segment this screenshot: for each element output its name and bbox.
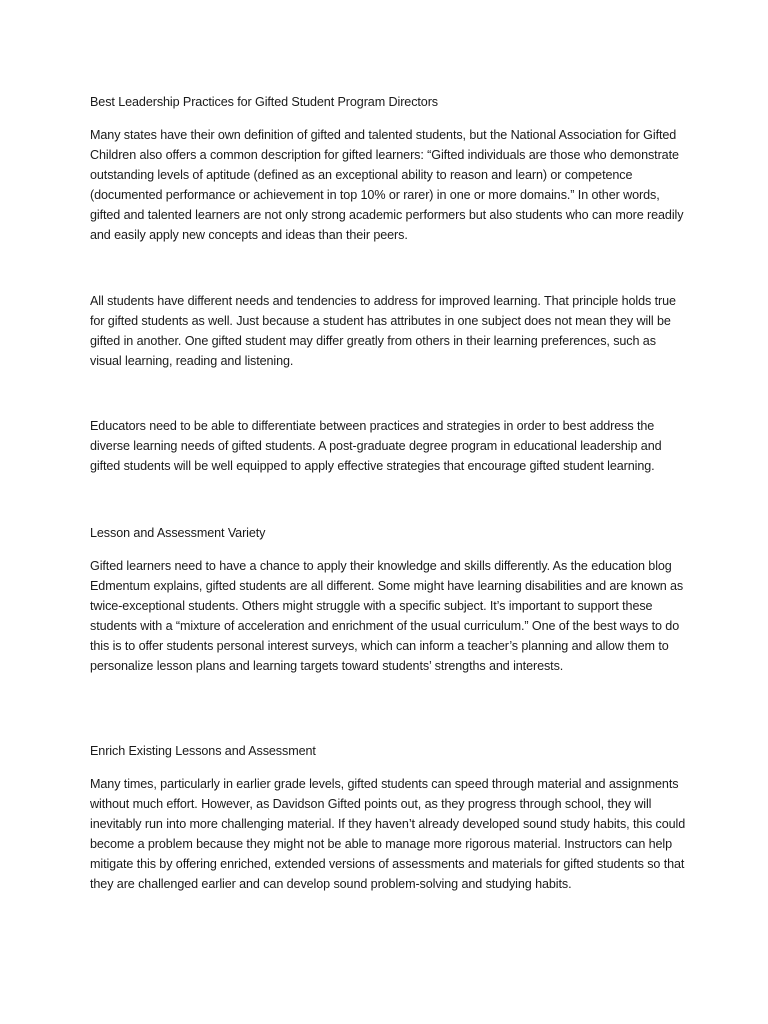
intro-paragraph-2: All students have different needs and tendencies to address for improved learning. That principle holds true for gifted students as well. Just because a student has attributes in one subject does not mean they will be gifted in another. One gifted student may differ greatly from others in their learning preferences, such as visual learning, reading and listening. <box>90 294 676 368</box>
document-title: Best Leadership Practices for Gifted Student Program Directors <box>90 95 438 109</box>
section-heading-lesson-variety: Lesson and Assessment Variety <box>90 526 266 540</box>
enrich-lessons-paragraph: Many times, particularly in earlier grade levels, gifted students can speed through material and assignments without much effort. However, as Davidson Gifted points out, as they progress through school, they will inevitably run into more challenging material. If they haven’t already developed sound study habits, this could become a problem because they might not be able to manage more rigorous material. Instructors can help mitigate this by offering enriched, extended versions of assessments and materials for gifted students so that they are challenged earlier and can develop sound problem-solving and studying habits. <box>90 777 686 891</box>
intro-paragraph-1: Many states have their own definition of gifted and talented students, but the National Association for Gifted Children also offers a common description for gifted learners: “Gifted individuals are those who demonstrate outstanding levels of aptitude (defined as an exceptional ability to reason and learn) or competence (documented performance or achievement in top 10% or rarer) in one or more domains.” In other words, gifted and talented learners are not only strong academic performers but also students who can more readily and easily apply new concepts and ideas than their peers. <box>90 128 684 242</box>
lesson-variety-paragraph: Gifted learners need to have a chance to apply their knowledge and skills differently. As the education blog Edmentum explains, gifted students are all different. Some might have learning disabilities and are known as twice-exceptional students. Others might struggle with a specific subject. It’s important to support these students with a “mixture of acceleration and enrichment of the usual curriculum.” One of the best ways to do this is to offer students personal interest surveys, which can inform a teacher’s planning and allow them to personalize lesson plans and learning targets toward students’ strengths and interests. <box>90 559 684 673</box>
intro-paragraph-3: Educators need to be able to differentiate between practices and strategies in order to best address the diverse learning needs of gifted students. A post-graduate degree program in educational leadership and gifted students will be well equipped to apply effective strategies that encourage gifted student learning. <box>90 419 662 473</box>
section-heading-enrich-lessons: Enrich Existing Lessons and Assessment <box>90 744 316 758</box>
